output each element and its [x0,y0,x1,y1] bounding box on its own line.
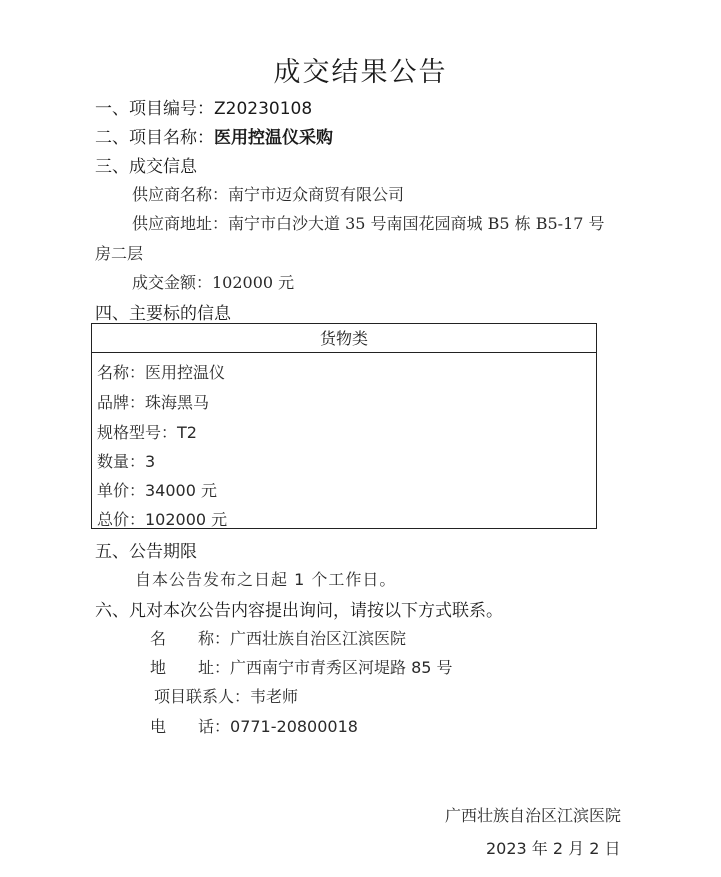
table-row: 规格型号：T2 [97,423,197,442]
project-number-value: Z20230108 [214,99,313,119]
table-row: 品牌：珠海黑马 [97,393,210,412]
project-number-label: 一、项目编号： [95,99,214,119]
contact-heading: 六、凡对本次公告内容提出询问，请按以下方式联系。 [95,601,503,621]
contact-phone-label: 电 话： [150,717,231,736]
contact-phone [150,714,358,737]
table-row: 名称：医用控温仪 [97,363,226,382]
footer-organization: 广西壮族自治区江滨医院 [445,806,622,825]
goods-table [91,323,597,529]
table-row: 单价：34000 元 [97,481,217,500]
project-name [95,123,333,148]
contact-person [154,684,298,707]
contact-phone-value: 0771-20800018 [230,717,358,736]
contact-person-value: 韦老师 [250,687,299,706]
supplier-name: 供应商名称：南宁市迈众商贸有限公司 [132,185,405,204]
contact-address [150,655,453,678]
deal-amount: 成交金额：102000 元 [132,273,295,292]
table-row: 数量：3 [97,452,156,471]
notice-period-text: 自本公告发布之日起 1 个工作日。 [135,570,397,589]
contact-name-label: 名 称： [150,629,231,648]
contact-name-value: 广西壮族自治区江滨医院 [230,629,407,648]
contact-address-value: 广西南宁市青秀区河堤路 85 号 [230,658,453,677]
supplier-address-cont: 房二层 [95,244,144,263]
table-row: 总价：102000 元 [97,510,228,529]
project-name-label: 二、项目名称： [95,128,214,148]
supplier-address: 供应商地址：南宁市白沙大道 35 号南国花园商城 B5 栋 B5-17 号 [132,214,605,233]
contact-address-label: 地 址： [150,658,231,677]
page-title: 成交结果公告 [273,57,448,88]
project-name-value: 医用控温仪采购 [214,128,333,148]
main-items-heading: 四、主要标的信息 [95,304,231,324]
deal-info-heading: 三、成交信息 [95,157,197,177]
contact-name [150,626,406,649]
goods-table-header: 货物类 [92,324,596,353]
contact-person-label: 项目联系人： [154,687,251,706]
footer-date: 2023 年 2 月 2 日 [486,839,621,858]
project-number [95,94,312,119]
notice-period-heading: 五、公告期限 [95,542,197,562]
